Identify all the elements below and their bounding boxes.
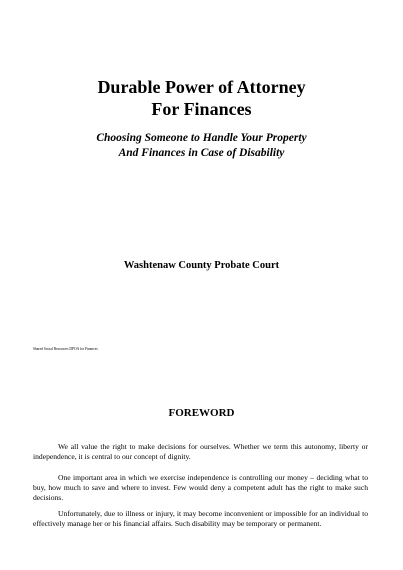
- foreword-paragraph-text: One important area in which we exercise independence is controlling our money – deciding what to buy, how much to save and where to invest. Few would deny a competent adult has the right to make such decisions.: [33, 473, 368, 502]
- document-title-line-2: For Finances: [151, 99, 252, 119]
- document-subtitle-line-1: Choosing Someone to Handle Your Property: [96, 132, 307, 144]
- foreword-paragraph: [33, 442, 368, 462]
- court-name: Washtenaw County Probate Court: [123, 260, 280, 271]
- document-subtitle-line-2: And Finances in Case of Disability: [118, 147, 285, 159]
- foreword-heading: FOREWORD: [168, 407, 235, 419]
- footnote-text: Shared Social Resources DPOA for Finances: [33, 347, 98, 351]
- foreword-paragraph: [33, 473, 368, 503]
- foreword-paragraph-text: Unfortunately, due to illness or injury, it may become inconvenient or impossible for an individual to effectively manage her or his financial affairs. Such disability may be temporary or permanent.: [33, 509, 368, 528]
- document-title-line-1: Durable Power of Attorney: [97, 77, 306, 97]
- foreword-paragraph-text: We all value the right to make decisions for ourselves. Whether we term this autonomy, liberty or independence, it is central to our concept of dignity.: [33, 442, 368, 461]
- foreword-paragraph: [33, 509, 368, 529]
